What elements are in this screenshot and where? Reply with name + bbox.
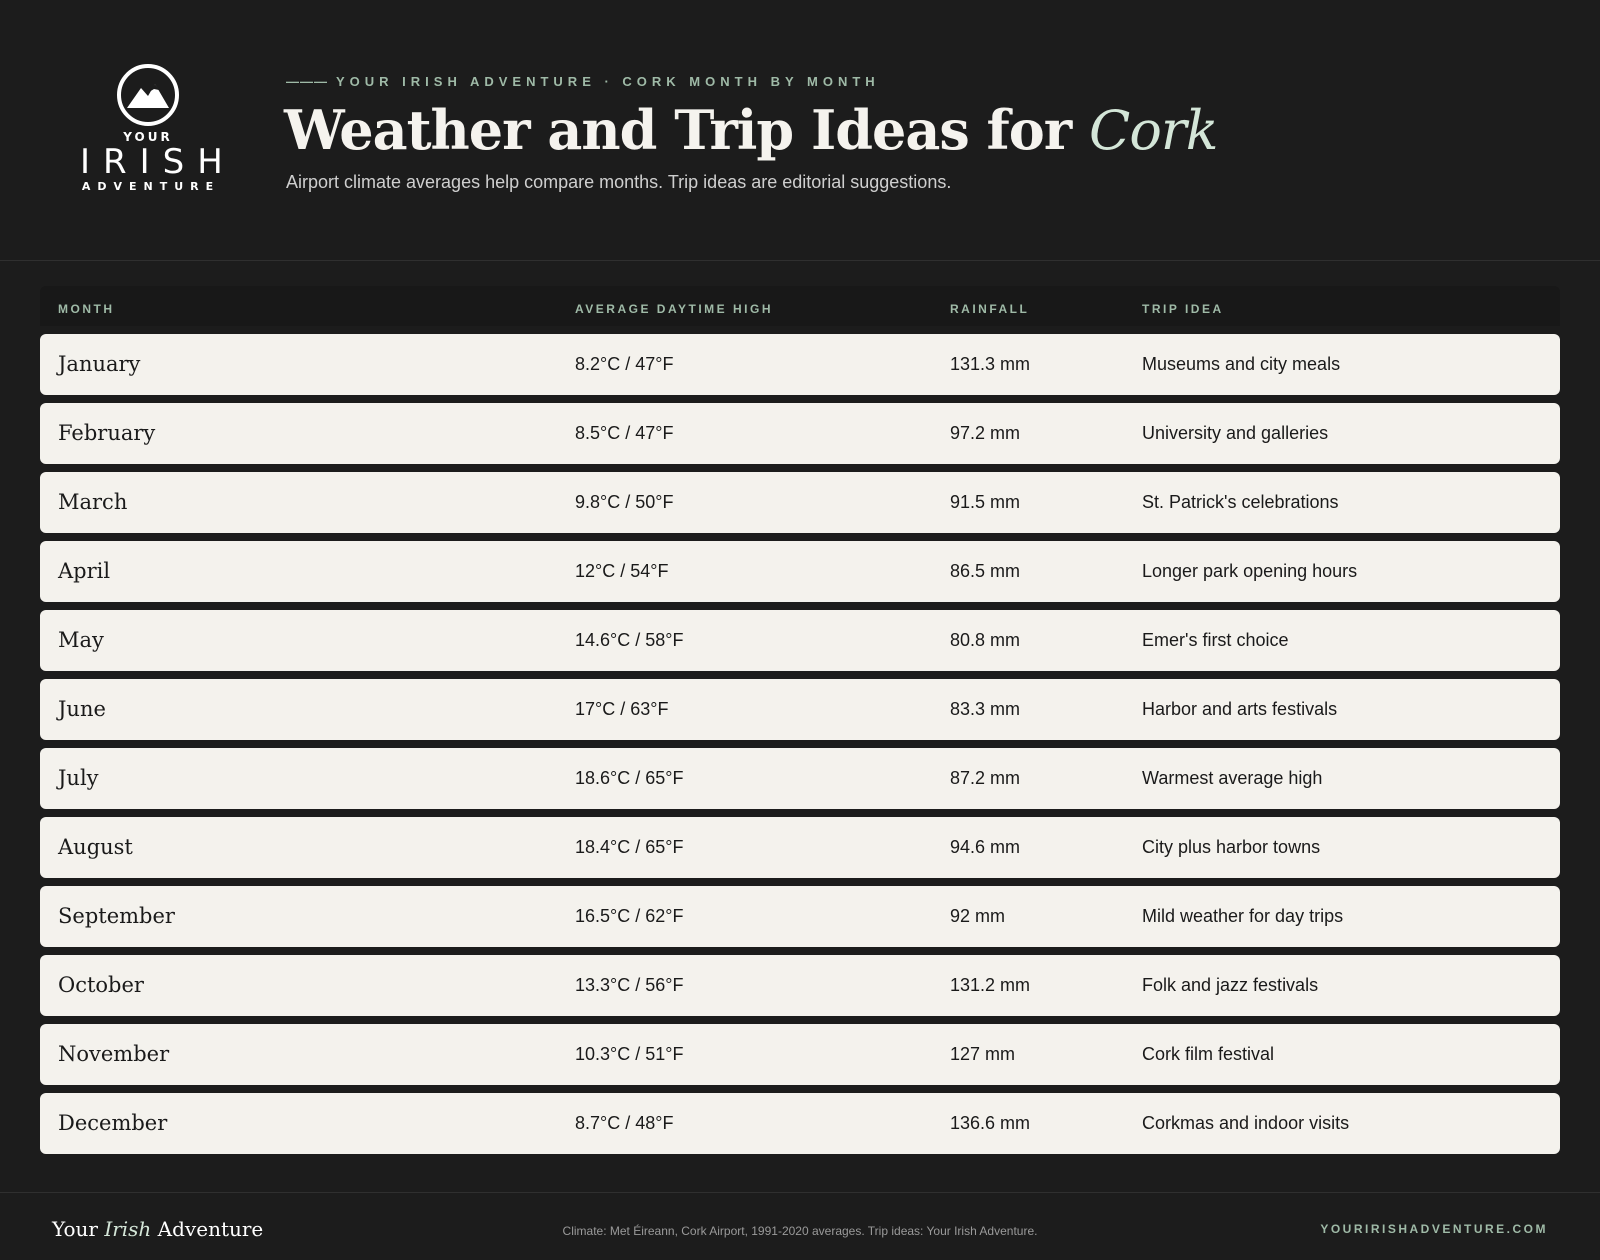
cell-month: February [58, 421, 156, 445]
cell-trip-idea: University and galleries [1142, 423, 1329, 443]
cell-rainfall: 91.5 mm [950, 492, 1021, 512]
cell-temp: 8.5°C / 47°F [575, 423, 674, 443]
cell-rainfall: 86.5 mm [950, 561, 1021, 581]
column-header-rainfall: RAINFALL [950, 302, 1030, 316]
cell-trip-idea: Harbor and arts festivals [1142, 699, 1338, 719]
page-title-main: Weather and Trip Ideas for [284, 98, 1090, 162]
cell-temp: 16.5°C / 62°F [575, 906, 684, 926]
logo-text-your: YOUR [123, 130, 173, 144]
cell-rainfall: 131.2 mm [950, 975, 1031, 995]
cell-month: April [58, 559, 111, 583]
table-row [40, 1024, 1560, 1085]
cell-rainfall: 131.3 mm [950, 354, 1031, 374]
eyebrow-rule: ——— [286, 74, 328, 89]
cell-rainfall: 83.3 mm [950, 699, 1021, 719]
table-row [40, 610, 1560, 671]
table-row [40, 403, 1560, 464]
footer-website-link[interactable]: YOURIRISHADVENTURE.COM [1320, 1222, 1548, 1236]
page-subtitle: Airport climate averages help compare months. Trip ideas are editorial suggestions. [286, 172, 952, 192]
page-title-city: Cork [1089, 99, 1218, 162]
eyebrow [286, 74, 880, 89]
cell-trip-idea: City plus harbor towns [1142, 837, 1321, 857]
cell-rainfall: 97.2 mm [950, 423, 1021, 443]
cell-month: May [58, 628, 104, 652]
cell-rainfall: 80.8 mm [950, 630, 1021, 650]
footer-brand-post: Adventure [151, 1217, 264, 1241]
logo-text-adventure: ADVENTURE [81, 180, 221, 193]
cell-trip-idea: Cork film festival [1142, 1044, 1275, 1064]
cell-temp: 8.7°C / 48°F [575, 1113, 674, 1133]
cell-trip-idea: Museums and city meals [1142, 354, 1341, 374]
cell-temp: 13.3°C / 56°F [575, 975, 684, 995]
table-row [40, 817, 1560, 878]
cell-trip-idea: Emer's first choice [1142, 630, 1289, 650]
column-header-trip-idea: TRIP IDEA [1142, 302, 1224, 316]
cell-month: August [58, 835, 133, 859]
table-header [40, 286, 1560, 326]
footer-source-note: Climate: Met Éireann, Cork Airport, 1991-2020 averages. Trip ideas: Your Irish Adventure. [562, 1224, 1038, 1238]
table-row [40, 1093, 1560, 1154]
cell-temp: 14.6°C / 58°F [575, 630, 684, 650]
cell-trip-idea: Mild weather for day trips [1142, 906, 1344, 926]
cell-month: December [58, 1111, 168, 1135]
cell-month: November [58, 1042, 170, 1066]
cell-month: March [58, 490, 128, 514]
logo-text-irish: IRISH [80, 142, 236, 182]
climate-table [40, 334, 1560, 1162]
cell-month: June [58, 697, 106, 721]
cell-trip-idea: St. Patrick's celebrations [1142, 492, 1339, 512]
table-row [40, 679, 1560, 740]
mountain-icon [117, 64, 179, 126]
cell-trip-idea: Folk and jazz festivals [1142, 975, 1319, 995]
cell-temp: 18.4°C / 65°F [575, 837, 684, 857]
page-title [284, 98, 1217, 162]
cell-temp: 8.2°C / 47°F [575, 354, 674, 374]
cell-trip-idea: Warmest average high [1142, 768, 1323, 788]
cell-temp: 17°C / 63°F [575, 699, 669, 719]
cell-temp: 18.6°C / 65°F [575, 768, 684, 788]
cell-month: October [58, 973, 144, 997]
footer-brand-accent: Irish [104, 1217, 152, 1241]
cell-rainfall: 136.6 mm [950, 1113, 1031, 1133]
column-header-month: MONTH [58, 302, 115, 316]
page-header [0, 0, 1600, 261]
table-row [40, 886, 1560, 947]
page-footer [0, 1192, 1600, 1260]
cell-rainfall: 92 mm [950, 906, 1006, 926]
cell-trip-idea: Corkmas and indoor visits [1142, 1113, 1350, 1133]
footer-brand-pre: Your [52, 1217, 105, 1241]
cell-month: September [58, 904, 175, 928]
table-row [40, 472, 1560, 533]
cell-rainfall: 94.6 mm [950, 837, 1021, 857]
cell-month: January [58, 352, 141, 376]
table-row [40, 748, 1560, 809]
cell-month: July [58, 766, 99, 790]
table-row [40, 334, 1560, 395]
table-row [40, 955, 1560, 1016]
cell-temp: 12°C / 54°F [575, 561, 669, 581]
table-row [40, 541, 1560, 602]
cell-rainfall: 127 mm [950, 1044, 1016, 1064]
eyebrow-text: YOUR IRISH ADVENTURE · CORK MONTH BY MONTH [336, 74, 880, 89]
cell-temp: 10.3°C / 51°F [575, 1044, 684, 1064]
brand-logo[interactable] [70, 64, 236, 193]
column-header-temp: AVERAGE DAYTIME HIGH [575, 302, 774, 316]
cell-temp: 9.8°C / 50°F [575, 492, 674, 512]
cell-rainfall: 87.2 mm [950, 768, 1021, 788]
cell-trip-idea: Longer park opening hours [1142, 561, 1358, 581]
